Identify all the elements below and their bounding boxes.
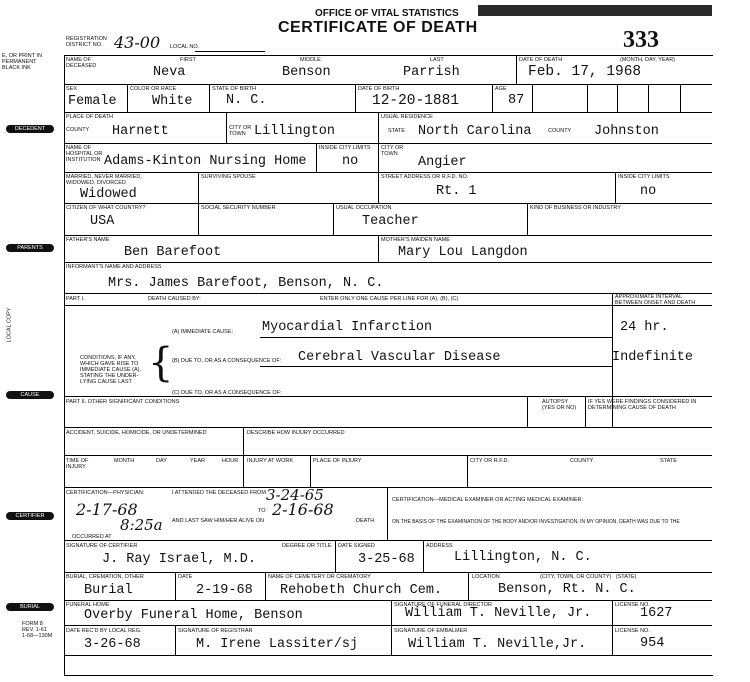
accident-label: ACCIDENT, SUICIDE, HOMICIDE, OR UNDETERMINED bbox=[66, 430, 207, 436]
year-label: YEAR bbox=[190, 458, 205, 464]
address-label: ADDRESS bbox=[426, 543, 453, 549]
residence-county: Johnston bbox=[594, 124, 659, 139]
burial-date: 2-19-68 bbox=[196, 583, 253, 598]
office-title: OFFICE OF VITAL STATISTICS bbox=[315, 8, 459, 19]
res-town-label: CITY OR TOWN bbox=[381, 145, 404, 157]
embalmer-license: 954 bbox=[640, 636, 665, 651]
citizenship: USA bbox=[90, 214, 115, 229]
last-saw-label: AND LAST SAW HIM/HER ALIVE ON bbox=[172, 518, 264, 524]
interval-a: 24 hr. bbox=[620, 320, 669, 335]
burial-label: BURIAL, CREMATION, OTHER bbox=[66, 574, 144, 580]
state-label: STATE bbox=[388, 128, 405, 134]
hospital-name: Adams-Kinton Nursing Home bbox=[104, 154, 307, 169]
death-label: DEATH bbox=[356, 518, 375, 524]
mother-label: MOTHER'S MAIDEN NAME bbox=[381, 237, 450, 243]
decedent-tab: DECEDENT bbox=[6, 125, 54, 133]
license-2-label: LICENSE NO. bbox=[615, 628, 650, 634]
certifier-tab: CERTIFIER bbox=[6, 512, 54, 520]
name-deceased-label: NAME OF DECEASED bbox=[66, 57, 97, 69]
interval-label: APPROXIMATE INTERVAL BETWEEN ONSET AND DEATH bbox=[615, 294, 696, 306]
marital-status: Widowed bbox=[80, 187, 137, 202]
street-address: Rt. 1 bbox=[436, 184, 477, 199]
county-label: COUNTY bbox=[66, 127, 90, 133]
part-one-label: PART I. bbox=[66, 296, 85, 302]
degree-label: DEGREE OR TITLE bbox=[282, 543, 332, 549]
hour-label: HOUR bbox=[222, 458, 239, 464]
ssn-label: SOCIAL SECURITY NUMBER bbox=[201, 205, 276, 211]
funeral-director: William T. Neville, Jr. bbox=[405, 606, 592, 621]
funeral-home: Overby Funeral Home, Benson bbox=[84, 608, 303, 623]
death-caused-label: DEATH CAUSED BY: bbox=[148, 296, 201, 302]
place-injury-label: PLACE OF INJURY bbox=[313, 458, 362, 464]
registration-district: 43-00 bbox=[114, 33, 161, 52]
informant: Mrs. James Barefoot, Benson, N. C. bbox=[108, 276, 384, 291]
city-town-label: CITY OR TOWN bbox=[229, 125, 252, 137]
registrar: M. Irene Lassiter/sj bbox=[196, 637, 359, 652]
if-yes-label: IF YES WERE FINDINGS CONSIDERED IN DETERMINING CAUSE OF DEATH bbox=[588, 399, 697, 411]
residence-town: Angier bbox=[418, 155, 467, 170]
parents-tab: PARENTS bbox=[6, 244, 54, 252]
form-id: FORM 8 REV. 1-61 1-68—130M bbox=[22, 621, 53, 639]
citizen-label: CITIZEN OF WHAT COUNTRY? bbox=[66, 205, 146, 211]
certifier-name: J. Ray Israel, M.D. bbox=[102, 552, 256, 567]
date-death-label: DATE OF DEATH bbox=[519, 57, 563, 63]
conditions-brace: { bbox=[148, 340, 174, 386]
state-birth-label: STATE OF BIRTH bbox=[212, 86, 257, 92]
occupation-label: USUAL OCCUPATION bbox=[336, 205, 392, 211]
date-death-sub: (MONTH, DAY, YEAR) bbox=[620, 57, 676, 63]
residence-state: North Carolina bbox=[418, 124, 532, 139]
license-label: LICENSE NO. bbox=[615, 602, 650, 608]
street-label: STREET ADDRESS OR R.F.D. NO. bbox=[381, 174, 469, 180]
sex: Female bbox=[68, 94, 117, 109]
date-birth-label: DATE OF BIRTH bbox=[358, 86, 400, 92]
certifier-address: Lillington, N. C. bbox=[454, 550, 592, 565]
certificate-number: 333 bbox=[623, 27, 659, 53]
cause-tab: CAUSE bbox=[6, 391, 54, 399]
inside-city-limits: no bbox=[342, 154, 359, 169]
physician-cert-label: CERTIFICATION—PHYSICIAN: bbox=[66, 490, 145, 496]
sex-label: SEX bbox=[66, 86, 78, 92]
date-recd-label: DATE REC'D BY LOCAL REG. bbox=[66, 628, 142, 634]
res-county-label: COUNTY bbox=[548, 128, 572, 134]
occurred-at-label: OCCURRED AT bbox=[72, 534, 112, 540]
date-of-death: Feb. 17, 1968 bbox=[528, 64, 642, 80]
last-name: Parrish bbox=[403, 65, 460, 80]
date-of-birth: 12-20-1881 bbox=[372, 93, 460, 109]
county-2-label: COUNTY bbox=[570, 458, 594, 464]
describe-label: DESCRIBE HOW INJURY OCCURRED bbox=[247, 430, 345, 436]
sig-embalmer-label: SIGNATURE OF EMBALMER bbox=[394, 628, 468, 634]
interval-b: Indefinite bbox=[612, 350, 694, 365]
burial-type: Burial bbox=[84, 583, 133, 598]
redacted-bar bbox=[478, 5, 712, 16]
informant-label: INFORMANT'S NAME AND ADDRESS bbox=[66, 264, 162, 270]
place-death-label: PLACE OF DEATH bbox=[66, 114, 113, 120]
enter-one-label: ENTER ONLY ONE CAUSE PER LINE FOR (A), (B), (C) bbox=[320, 296, 459, 302]
immediate-label: (A) IMMEDIATE CAUSE: bbox=[172, 329, 234, 335]
ink-instruction: E, OR PRINT IN PERMANENT BLACK INK bbox=[2, 53, 42, 71]
time-injury-label: TIME OF INJURY bbox=[66, 458, 89, 470]
cause-a: Myocardial Infarction bbox=[262, 320, 433, 335]
due-to-b-label: (B) DUE TO, OR AS A CONSEQUENCE OF: bbox=[172, 358, 282, 364]
embalmer: William T. Neville,Jr. bbox=[408, 637, 587, 652]
due-to-c-label: (C) DUE TO, OR AS A CONSEQUENCE OF: bbox=[172, 390, 282, 396]
father-label: FATHER'S NAME bbox=[66, 237, 110, 243]
first-name: Neva bbox=[153, 65, 186, 80]
local-copy-label: LOCAL COPY bbox=[6, 307, 13, 343]
county-of-death: Harnett bbox=[112, 124, 169, 139]
occupation: Teacher bbox=[362, 214, 419, 229]
attended-from: 2-17-68 bbox=[76, 500, 138, 519]
race: White bbox=[152, 94, 193, 109]
director-license: 1627 bbox=[640, 606, 673, 621]
signature-certifier-label: SIGNATURE OF CERTIFIER bbox=[66, 543, 138, 549]
hospital-label: NAME OF HOSPITAL OR INSTITUTION bbox=[66, 145, 103, 163]
date-label: DATE bbox=[178, 574, 193, 580]
inside-city-limits-2: no bbox=[640, 184, 657, 199]
day-label: DAY bbox=[156, 458, 167, 464]
middle-label: MIDDLE bbox=[300, 57, 321, 63]
middle-name: Benson bbox=[282, 65, 331, 80]
father-name: Ben Barefoot bbox=[124, 245, 222, 260]
local-no-label: LOCAL NO. bbox=[170, 44, 200, 50]
date-signed-label: DATE SIGNED bbox=[338, 543, 375, 549]
inside-city-label-2: INSIDE CITY LIMITS bbox=[618, 174, 670, 180]
cemetery-name: Rehobeth Church Cem. bbox=[280, 583, 443, 598]
attended-label: I ATTENDED THE DECEASED FROM bbox=[172, 490, 266, 496]
age-label: AGE bbox=[495, 86, 507, 92]
date-received: 3-26-68 bbox=[84, 637, 141, 652]
sig-director-label: SIGNATURE OF FUNERAL DIRECTOR bbox=[394, 602, 492, 608]
to-label: TO bbox=[258, 508, 266, 514]
conditions-label: CONDITIONS, IF ANY, WHICH GAVE RISE TO IMMEDIATE CAUSE (A), STATING THE UNDER-LYING CAUSE LAST bbox=[80, 355, 142, 385]
city-rfd-label: CITY OR R.F.D. bbox=[470, 458, 510, 464]
autopsy-label: AUTOPSY (YES OR NO) bbox=[542, 399, 577, 411]
attended-to: 2-16-68 bbox=[272, 500, 334, 519]
age: 87 bbox=[508, 93, 525, 108]
date-signed: 3-25-68 bbox=[358, 552, 415, 567]
first-label: FIRST bbox=[180, 57, 196, 63]
certificate-title: CERTIFICATE OF DEATH bbox=[278, 19, 478, 36]
state-of-birth: N. C. bbox=[226, 93, 267, 108]
burial-location: Benson, Rt. N. C. bbox=[498, 582, 636, 597]
registration-label: REGISTRATION DISTRICT NO. bbox=[66, 36, 107, 48]
inside-city-label: INSIDE CITY LIMITS bbox=[319, 145, 371, 151]
funeral-home-label: FUNERAL HOME bbox=[66, 602, 110, 608]
sig-registrar-label: SIGNATURE OF REGISTRAR bbox=[178, 628, 253, 634]
spouse-label: SURVIVING SPOUSE bbox=[201, 174, 256, 180]
occurred-at-time: 8:25a bbox=[120, 516, 163, 534]
marital-label: MARRIED, NEVER MARRIED, WIDOWED, DIVORCED bbox=[66, 174, 142, 186]
location-sub-label: (CITY, TOWN, OR COUNTY) (STATE) bbox=[540, 574, 637, 580]
city-of-death: Lillington bbox=[254, 124, 336, 139]
me-cert-label: CERTIFICATION—MEDICAL EXAMINER OR ACTING MEDICAL EXAMINER: bbox=[392, 497, 583, 503]
race-label: COLOR OR RACE bbox=[130, 86, 177, 92]
cause-b: Cerebral Vascular Disease bbox=[298, 350, 501, 365]
business-label: KIND OF BUSINESS OR INDUSTRY bbox=[530, 205, 621, 211]
mother-name: Mary Lou Langdon bbox=[398, 245, 528, 260]
location-label: LOCATION bbox=[472, 574, 500, 580]
last-seen-date: 3-24-65 bbox=[266, 486, 324, 504]
injury-work-label: INJURY AT WORK bbox=[247, 458, 294, 464]
cemetery-label: NAME OF CEMETERY OR CREMATORY bbox=[268, 574, 371, 580]
month-label: MONTH bbox=[114, 458, 135, 464]
last-label: LAST bbox=[430, 57, 444, 63]
state-2-label: STATE bbox=[660, 458, 677, 464]
usual-residence-label: USUAL RESIDENCE bbox=[381, 114, 433, 120]
on-basis-label: ON THE BASIS OF THE EXAMINATION OF THE BODY AND/OR INVESTIGATION, IN MY OPINION, DEATH WAS DUE TO THE bbox=[392, 519, 680, 525]
part-two-label: PART II. OTHER SIGNIFICANT CONDITIONS bbox=[66, 399, 180, 405]
burial-tab: BURIAL bbox=[6, 603, 54, 611]
